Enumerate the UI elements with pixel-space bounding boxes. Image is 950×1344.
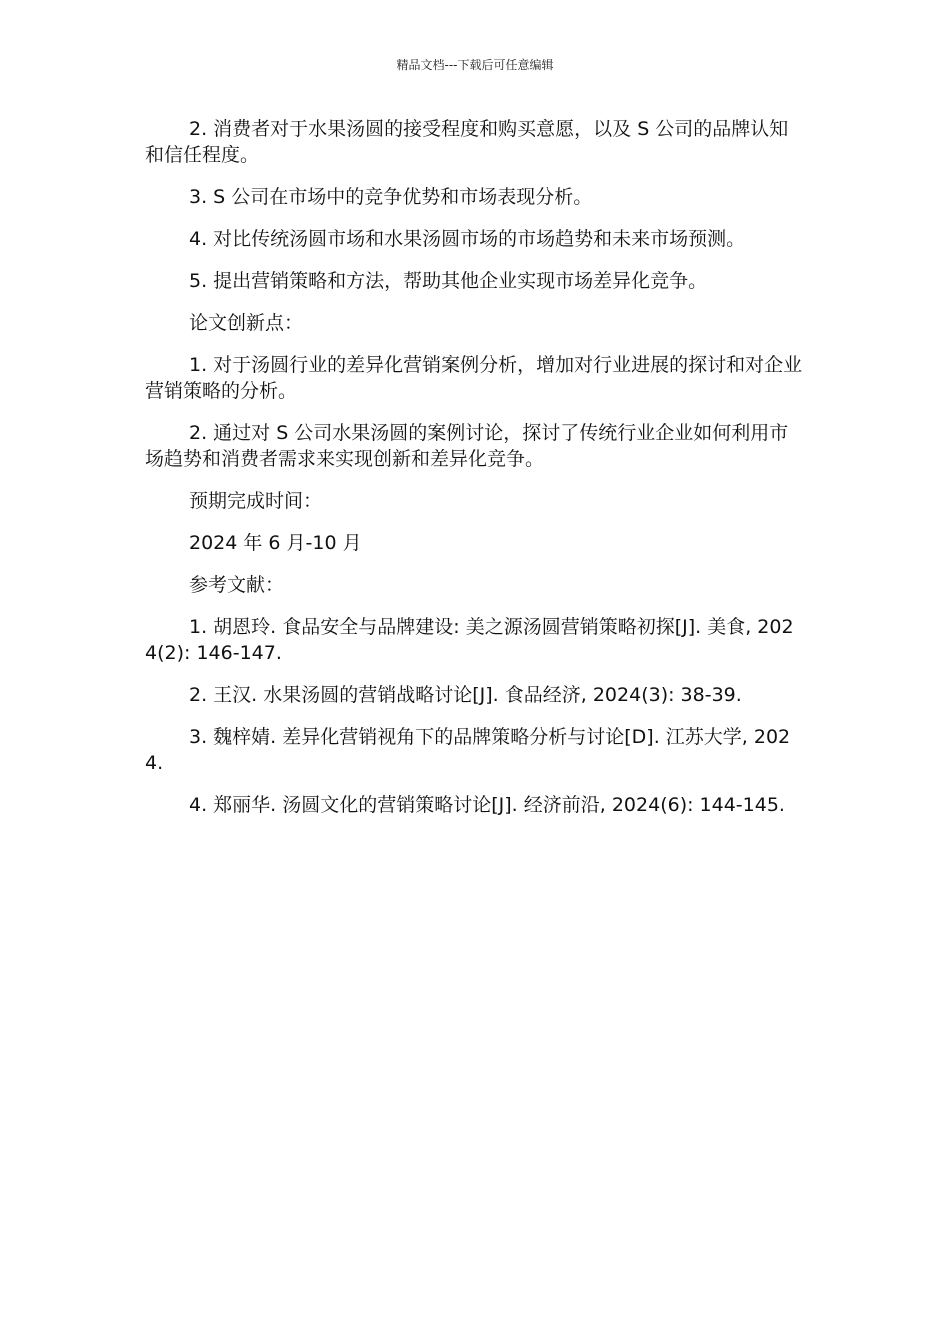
list-item-market-trend: 4. 对比传统汤圆市场和水果汤圆市场的市场趋势和未来市场预测。: [189, 228, 746, 250]
list-item-innovation-1: 1. 对于汤圆行业的差异化营销案例分析，增加对行业进展的探讨和对企业营销策略的分析。: [145, 354, 803, 402]
reference-item-2: 2. 王汉. 水果汤圆的营销战略讨论[J]. 食品经济, 2024(3): 38-39.: [189, 684, 742, 706]
list-item-competitive-advantage: 3. S 公司在市场中的竞争优势和市场表现分析。: [189, 186, 593, 208]
section-heading-references: 参考文献：: [189, 574, 285, 596]
list-item-marketing-strategy: 5. 提出营销策略和方法，帮助其他企业实现市场差异化竞争。: [189, 270, 708, 292]
reference-item-3: 3. 魏梓婧. 差异化营销视角下的品牌策略分析与讨论[D]. 江苏大学, 2024.: [145, 726, 791, 774]
document-body: [145, 116, 805, 834]
list-item-innovation-2: 2. 通过对 S 公司水果汤圆的案例讨论，探讨了传统行业企业如何利用市场趋势和消费者需求来实现创新和差异化竞争。: [145, 422, 789, 470]
list-item-consumer-acceptance: 2. 消费者对于水果汤圆的接受程度和购买意愿，以及 S 公司的品牌认知和信任程度。: [145, 118, 789, 166]
completion-time-value: 2024 年 6 月-10 月: [189, 532, 362, 554]
reference-item-1: 1. 胡恩玲. 食品安全与品牌建设: 美之源汤圆营销策略初探[J]. 美食, 2024(2): 146-147.: [145, 616, 794, 664]
section-heading-completion-time: 预期完成时间：: [189, 490, 323, 512]
reference-item-4: 4. 郑丽华. 汤圆文化的营销策略讨论[J]. 经济前沿, 2024(6): 144-145.: [189, 794, 785, 816]
page-header: 精品文档---下载后可任意编辑: [396, 58, 554, 72]
section-heading-innovation: 论文创新点：: [189, 312, 304, 334]
